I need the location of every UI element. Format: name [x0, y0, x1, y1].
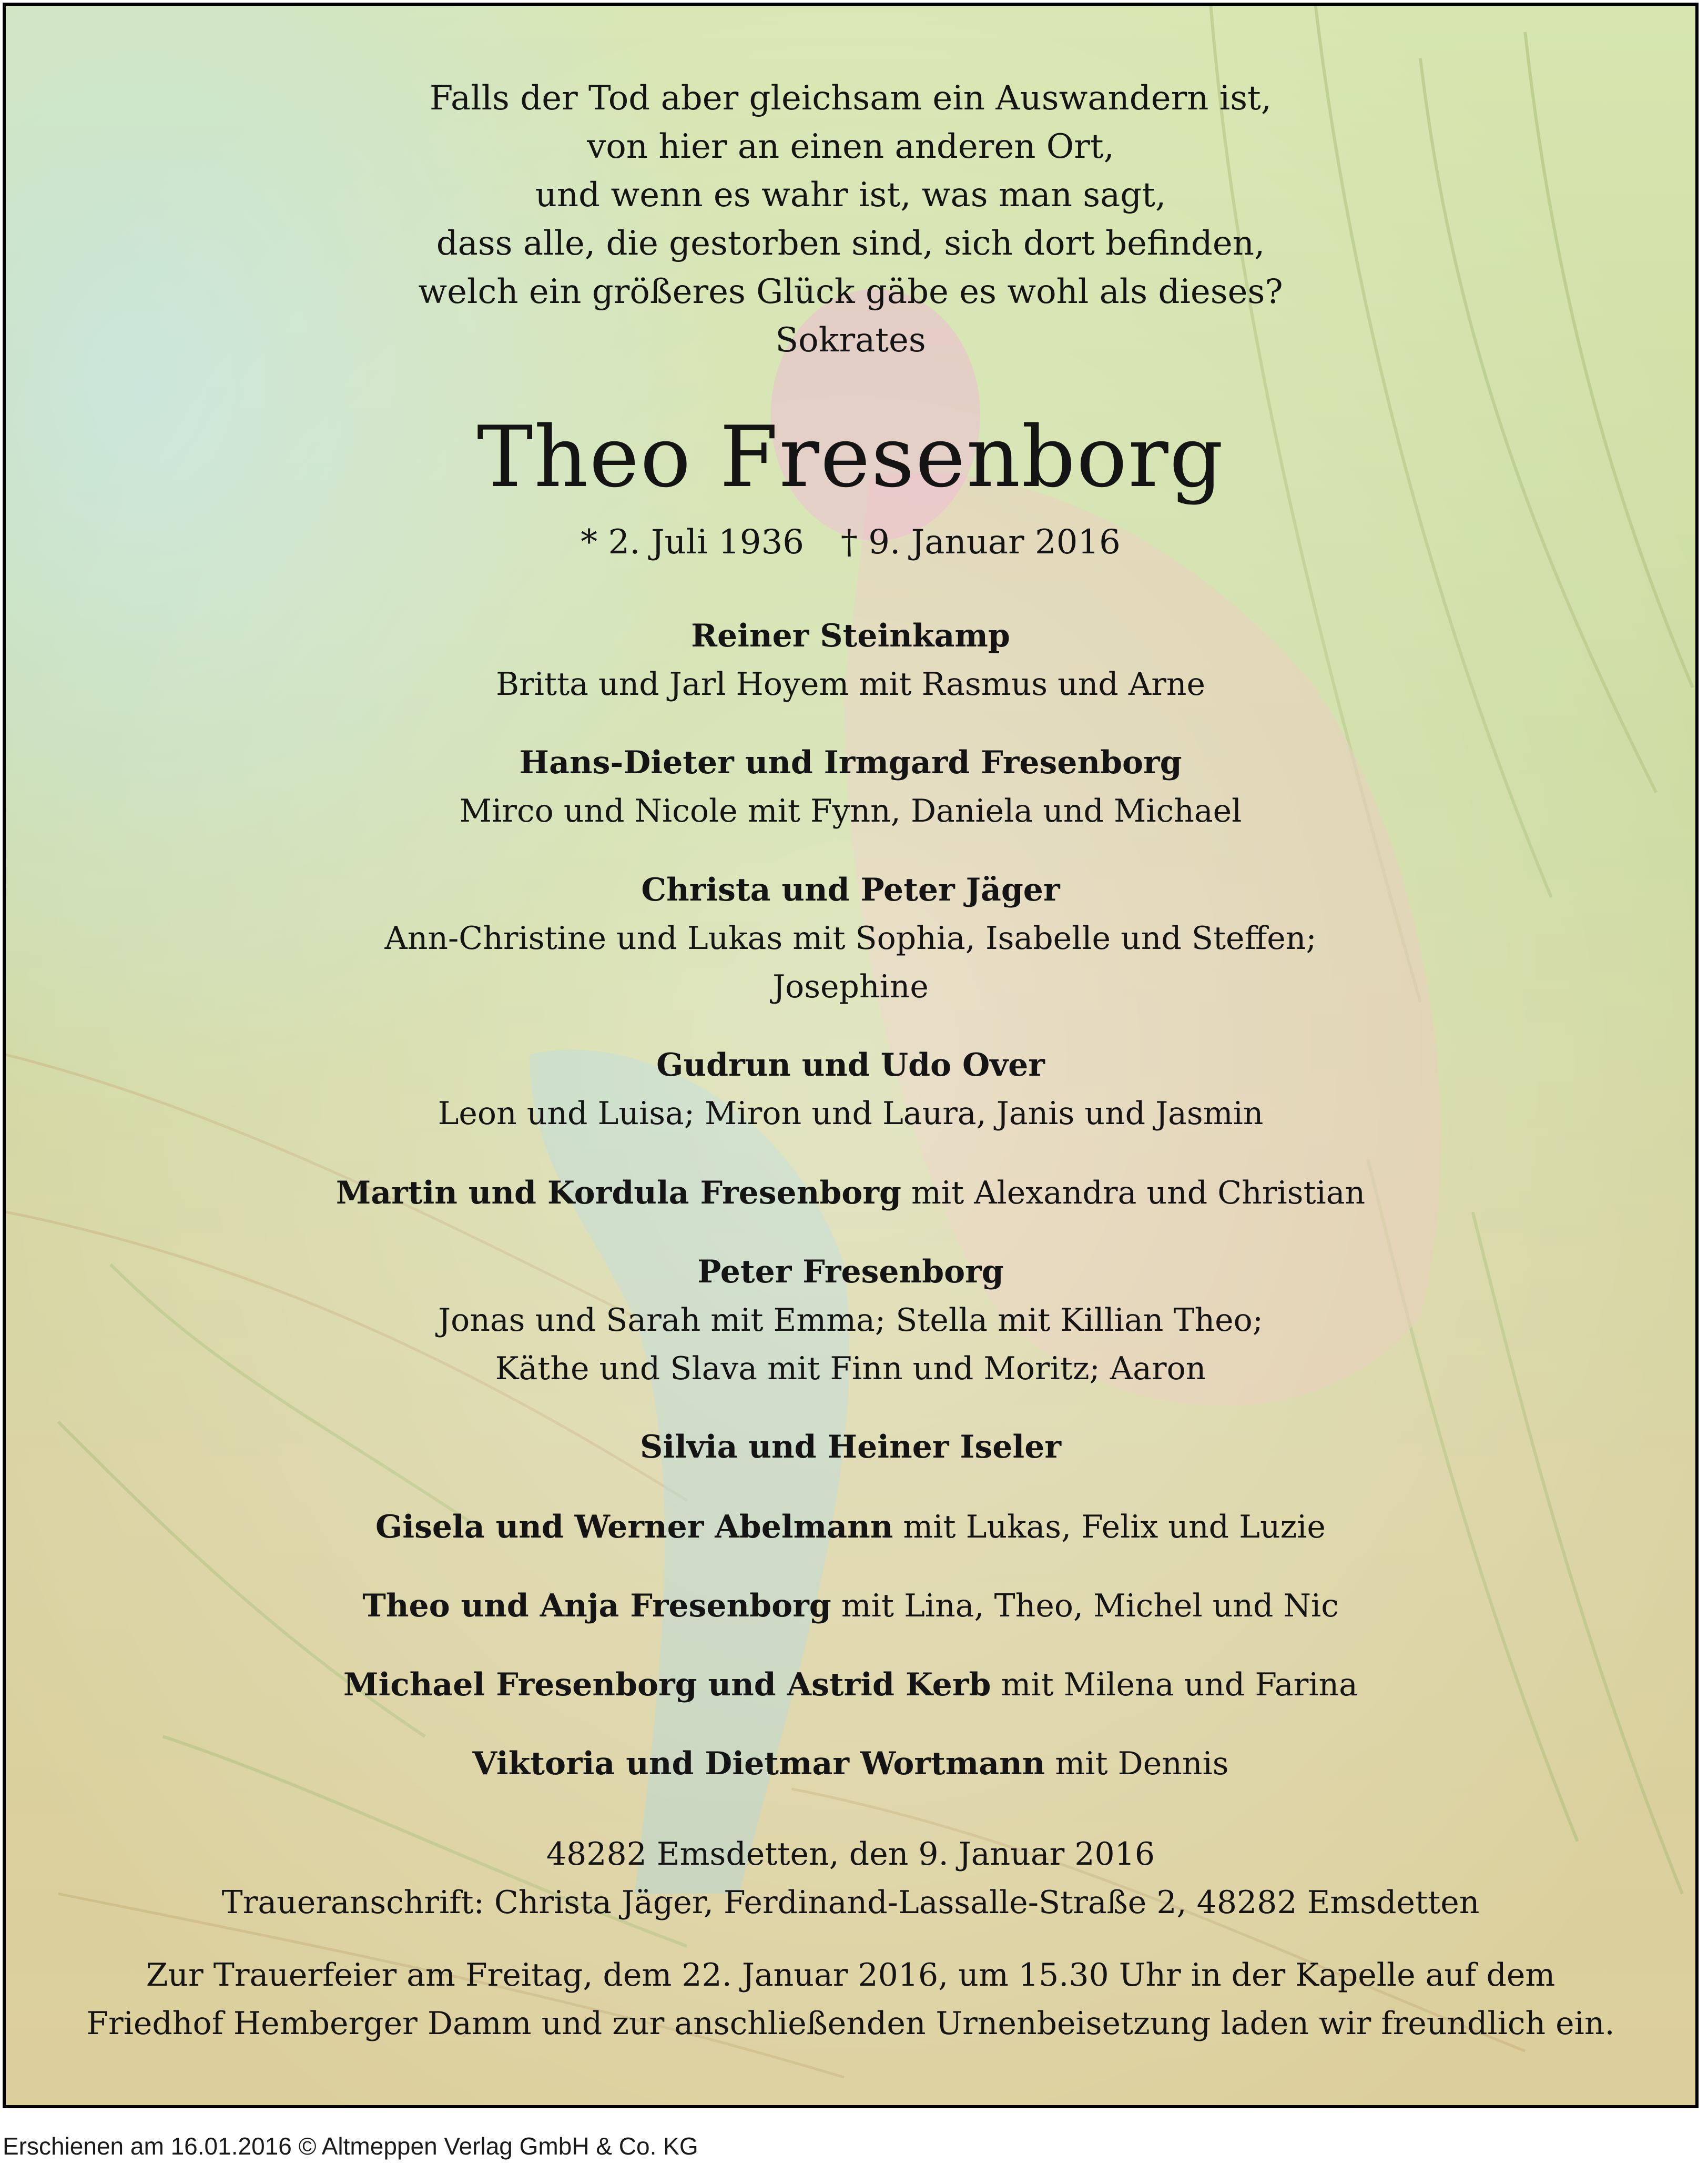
quote-line: dass alle, die gestorben sind, sich dort befinden, — [436, 224, 1265, 263]
mourner-line: Leon und Luisa; Miron und Laura, Janis und Jasmin — [438, 1095, 1264, 1132]
deceased-name: Theo Fresenborg — [476, 408, 1225, 506]
place-date: 48282 Emsdetten, den 9. Januar 2016 — [546, 1836, 1155, 1873]
birth-date: * 2. Juli 1936 — [581, 523, 804, 562]
quote-line: Falls der Tod aber gleichsam ein Auswandern ist, — [429, 79, 1272, 118]
mourner-line: Silvia und Heiner Iseler — [640, 1429, 1061, 1465]
life-dates — [6, 519, 1695, 566]
quote-line: von hier an einen anderen Ort, — [587, 127, 1114, 166]
mourner-line: Reiner Steinkamp — [691, 618, 1010, 654]
mourner-line: Theo und Anja Fresenborg mit Lina, Theo, Michel und Nic — [362, 1587, 1339, 1624]
mourner-line: Viktoria und Dietmar Wortmann mit Dennis — [472, 1745, 1229, 1782]
mourner-line: Josephine — [772, 968, 929, 1005]
mourner-line: Peter Fresenborg — [697, 1253, 1004, 1290]
quote-line: und wenn es wahr ist, was man sagt, — [535, 176, 1166, 215]
publication-footer: Erschienen am 16.01.2016 © Altmeppen Verlag GmbH & Co. KG — [3, 2132, 698, 2160]
quote-line: welch ein größeres Glück gäbe es wohl als dieses? — [418, 272, 1283, 311]
service-info-line: Friedhof Hemberger Damm und zur anschließenden Urnenbeisetzung laden wir freundlich ein. — [86, 2005, 1615, 2042]
mourner-line: Ann-Christine und Lukas mit Sophia, Isabelle und Steffen; — [384, 920, 1317, 957]
mourner-line: Martin und Kordula Fresenborg mit Alexandra und Christian — [336, 1175, 1366, 1211]
mourning-address: Traueranschrift: Christa Jäger, Ferdinand-Lassalle-Straße 2, 48282 Emsdetten — [221, 1884, 1480, 1921]
mourner-line: Michael Fresenborg und Astrid Kerb mit Milena und Farina — [343, 1666, 1358, 1703]
mourner-line: Christa und Peter Jäger — [641, 872, 1060, 908]
notice-text — [6, 6, 1695, 2105]
mourner-line: Gisela und Werner Abelmann mit Lukas, Felix und Luzie — [375, 1509, 1326, 1545]
quote-author: Sokrates — [775, 321, 926, 360]
mourner-line: Gudrun und Udo Over — [656, 1047, 1045, 1084]
mourner-line: Hans-Dieter und Irmgard Fresenborg — [519, 744, 1182, 781]
death-date: † 9. Januar 2016 — [840, 523, 1121, 562]
obituary-notice — [3, 3, 1699, 2108]
mourner-line: Mirco und Nicole mit Fynn, Daniela und Michael — [459, 793, 1242, 830]
mourner-line: Käthe und Slava mit Finn und Moritz; Aaron — [495, 1350, 1206, 1387]
mourner-line: Britta und Jarl Hoyem mit Rasmus und Arne — [495, 666, 1206, 703]
service-info-line: Zur Trauerfeier am Freitag, dem 22. Januar 2016, um 15.30 Uhr in der Kapelle auf dem — [146, 1957, 1556, 1994]
mourner-line: Jonas und Sarah mit Emma; Stella mit Killian Theo; — [438, 1302, 1263, 1339]
